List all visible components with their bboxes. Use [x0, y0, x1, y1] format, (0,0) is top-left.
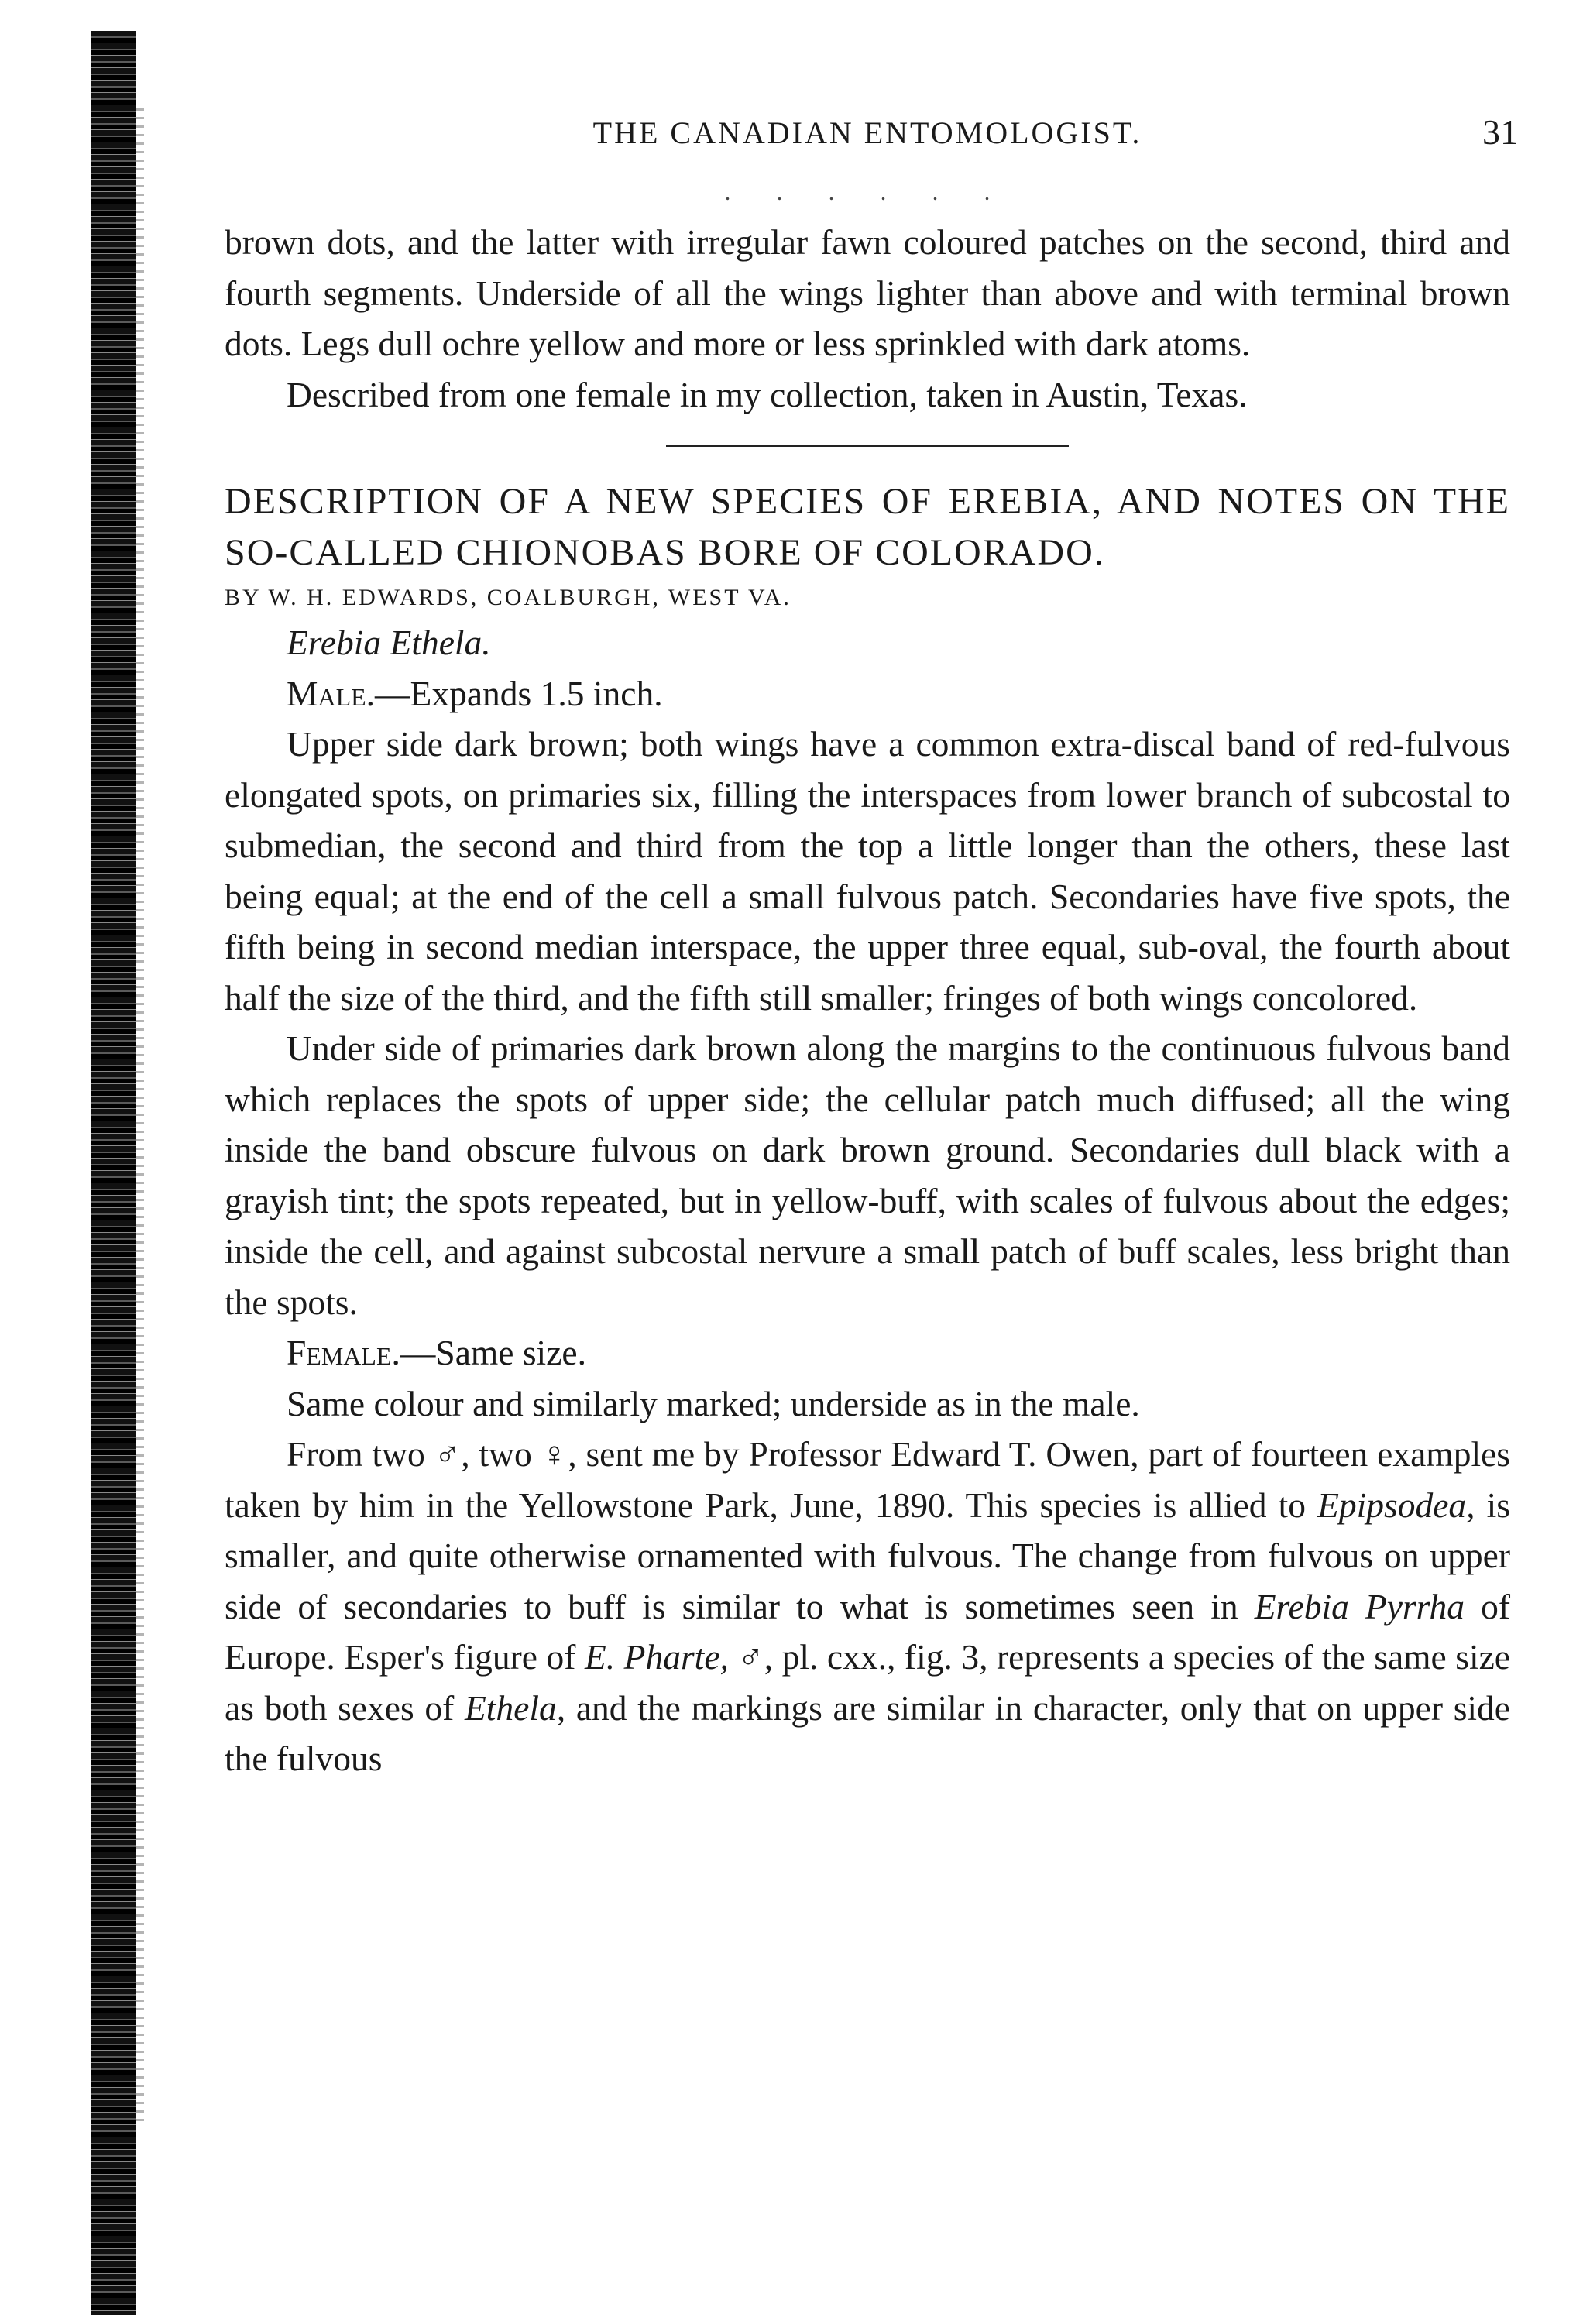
- page-number: 31: [1482, 112, 1518, 152]
- specimens-text-b: is smaller, and quite otherwise ornamented with fulvous. The change from fulvous on upper side of secondaries to buff is similar to what is sometimes seen in: [225, 1485, 1510, 1626]
- female-size: —Same size.: [400, 1333, 586, 1372]
- paragraph-upper-side: Upper side dark brown; both wings have a common extra-discal band of red-fulvous elongated spots, on primaries six, filling the interspaces from lower branch of subcostal to submedian, the second and third from the top a little longer than the others, these last being equal; at the end of the cell a small fulvous patch. Secondaries have five spots, the fifth being in second median interspace, the upper three equal, sub-oval, the fourth about half the size of the third, and the fifth still smaller; fringes of both wings concolored.: [225, 724, 1510, 1018]
- paragraph-under-side: Under side of primaries dark brown along the margins to the continuous fulvous band which replaces the spots of upper side; the cellular patch much diffused; all the wing inside the band obscure fulvous on dark brown ground. Secondaries dull black with a grayish tint; the spots repeated, but in yellow-buff, with scales of fulvous about the edges; inside the cell, and against subcostal nervure a small patch of buff scales, less bright than the spots.: [225, 1028, 1510, 1322]
- species-heading: Erebia Ethela.: [287, 623, 491, 662]
- male-size: —Expands 1.5 inch.: [375, 673, 663, 713]
- specimens-text-e: and the markings are similar in character, only that on upper side the fulvous: [225, 1687, 1510, 1778]
- specimens-text-c: of Europe. Esper's figure of: [225, 1586, 1511, 1677]
- taxon-erebia-pyrrha: Erebia Pyrrha: [1254, 1586, 1465, 1626]
- article-byline: BY W. H. EDWARDS, COALBURGH, WEST VA.: [225, 585, 792, 610]
- paragraph-female: Same colour and similarly marked; underside as in the male.: [287, 1383, 1140, 1423]
- male-label: Male.: [287, 673, 376, 713]
- running-head: [225, 112, 1518, 161]
- female-label: Female.: [287, 1333, 400, 1372]
- section-rule: [666, 445, 1069, 447]
- female-heading: [225, 1327, 1510, 1378]
- paragraph-continued: brown dots, and the latter with irregular fawn coloured patches on the second, third and fourth segments. Underside of all the wings lighter than above and with terminal brown dots. Legs dull ochre yellow and more or less sprinkled with dark atoms.: [225, 222, 1510, 363]
- page-body: [225, 217, 1510, 1784]
- male-heading: [225, 668, 1510, 719]
- taxon-epipsodea: Epipsodea,: [1317, 1485, 1475, 1525]
- paragraph-specimens: [225, 1429, 1510, 1784]
- taxon-e-pharte: E. Pharte,: [584, 1637, 729, 1677]
- print-specks: . . . . . .: [724, 180, 1011, 205]
- paragraph-described: Described from one female in my collection, taken in Austin, Texas.: [287, 374, 1248, 414]
- taxon-ethela: Ethela,: [464, 1687, 566, 1728]
- article-title: DESCRIPTION OF A NEW SPECIES OF EREBIA, AND NOTES ON THE SO-CALLED CHIONOBAS BORE OF COLORADO.: [225, 481, 1510, 573]
- binding-edge-shadow: [91, 31, 136, 2315]
- running-title: THE CANADIAN ENTOMOLOGIST.: [592, 115, 1142, 150]
- specimens-text-a: From two ♂, two ♀, sent me by Professor Edward T. Owen, part of fourteen examples taken by him in the Yellowstone Park, June, 1890. This species is allied to: [225, 1434, 1510, 1525]
- binding-edge-texture: [136, 108, 144, 2122]
- specimens-text-d: ♂, pl. cxx., fig. 3, represents a species of the same size as both sexes of: [225, 1637, 1510, 1728]
